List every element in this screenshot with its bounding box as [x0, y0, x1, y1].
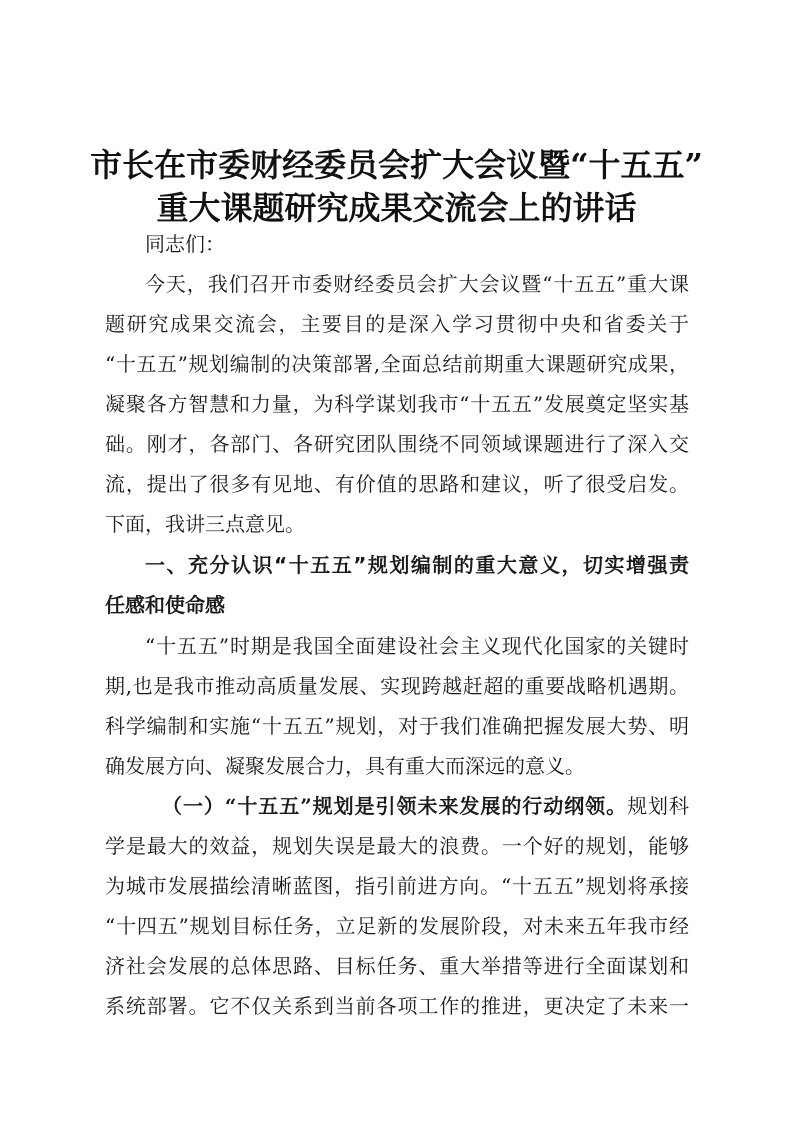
subsection-line: “十四五”规划目标任务，立足新的发展阶段，对未来五年我市经	[105, 914, 689, 938]
title-line-2: 重大课题研究成果交流会上的讲话	[156, 189, 637, 227]
title-line-1: 市长在市委财经委员会扩大会议暨“十五五”	[90, 146, 703, 184]
intro-line: 凝聚各方智慧和力量，为科学谋划我市“十五五”发展奠定坚实基	[105, 392, 689, 416]
intro-line: 今天，我们召开市委财经委员会扩大会议暨“十五五”重大课	[145, 272, 689, 296]
section-para-line: “十五五”时期是我国全面建设社会主义现代化国家的关键时	[145, 634, 689, 658]
intro-line: “十五五”规划编制的决策部署,全面总结前期重大课题研究成果，	[105, 352, 689, 376]
subsection-line: 济社会发展的总体思路、目标任务、重大举措等进行全面谋划和	[105, 954, 689, 978]
subsection-line: 为城市发展描绘清晰蓝图，指引前进方向。“十五五”规划将承接	[105, 874, 689, 898]
intro-line: 础。刚才，各部门、各研究团队围绕不同领域课题进行了深入交	[105, 432, 689, 456]
subsection-lead-text: 规划科	[627, 794, 689, 818]
subsection-line: 系统部署。它不仅关系到当前各项工作的推进，更决定了未来一	[105, 994, 689, 1018]
section-para-line: 科学编制和实施“十五五”规划，对于我们准确把握发展大势、明	[105, 714, 689, 738]
section-para-line: 确发展方向、凝聚发展合力，具有重大而深远的意义。	[105, 754, 585, 778]
section-para-line: 期,也是我市推动高质量发展、实现跨越赶超的重要战略机遇期。	[105, 674, 689, 698]
section-heading: 一、充分认识“十五五”规划编制的重大意义，切实增强责	[145, 553, 689, 577]
subsection-lead	[162, 792, 689, 820]
intro-line: 流，提出了很多有见地、有价值的思路和建议，听了很受启发。	[105, 472, 689, 496]
subsection-heading: （一）“十五五”规划是引领未来发展的行动纲领。	[162, 794, 628, 818]
intro-line: 题研究成果交流会，主要目的是深入学习贯彻中央和省委关于	[105, 312, 689, 336]
subsection-line: 学是最大的效益，规划失误是最大的浪费。一个好的规划，能够	[105, 834, 689, 858]
section-heading: 任感和使命感	[105, 593, 225, 617]
intro-line: 下面，我讲三点意见。	[105, 512, 305, 536]
salutation: 同志们：	[145, 232, 225, 256]
